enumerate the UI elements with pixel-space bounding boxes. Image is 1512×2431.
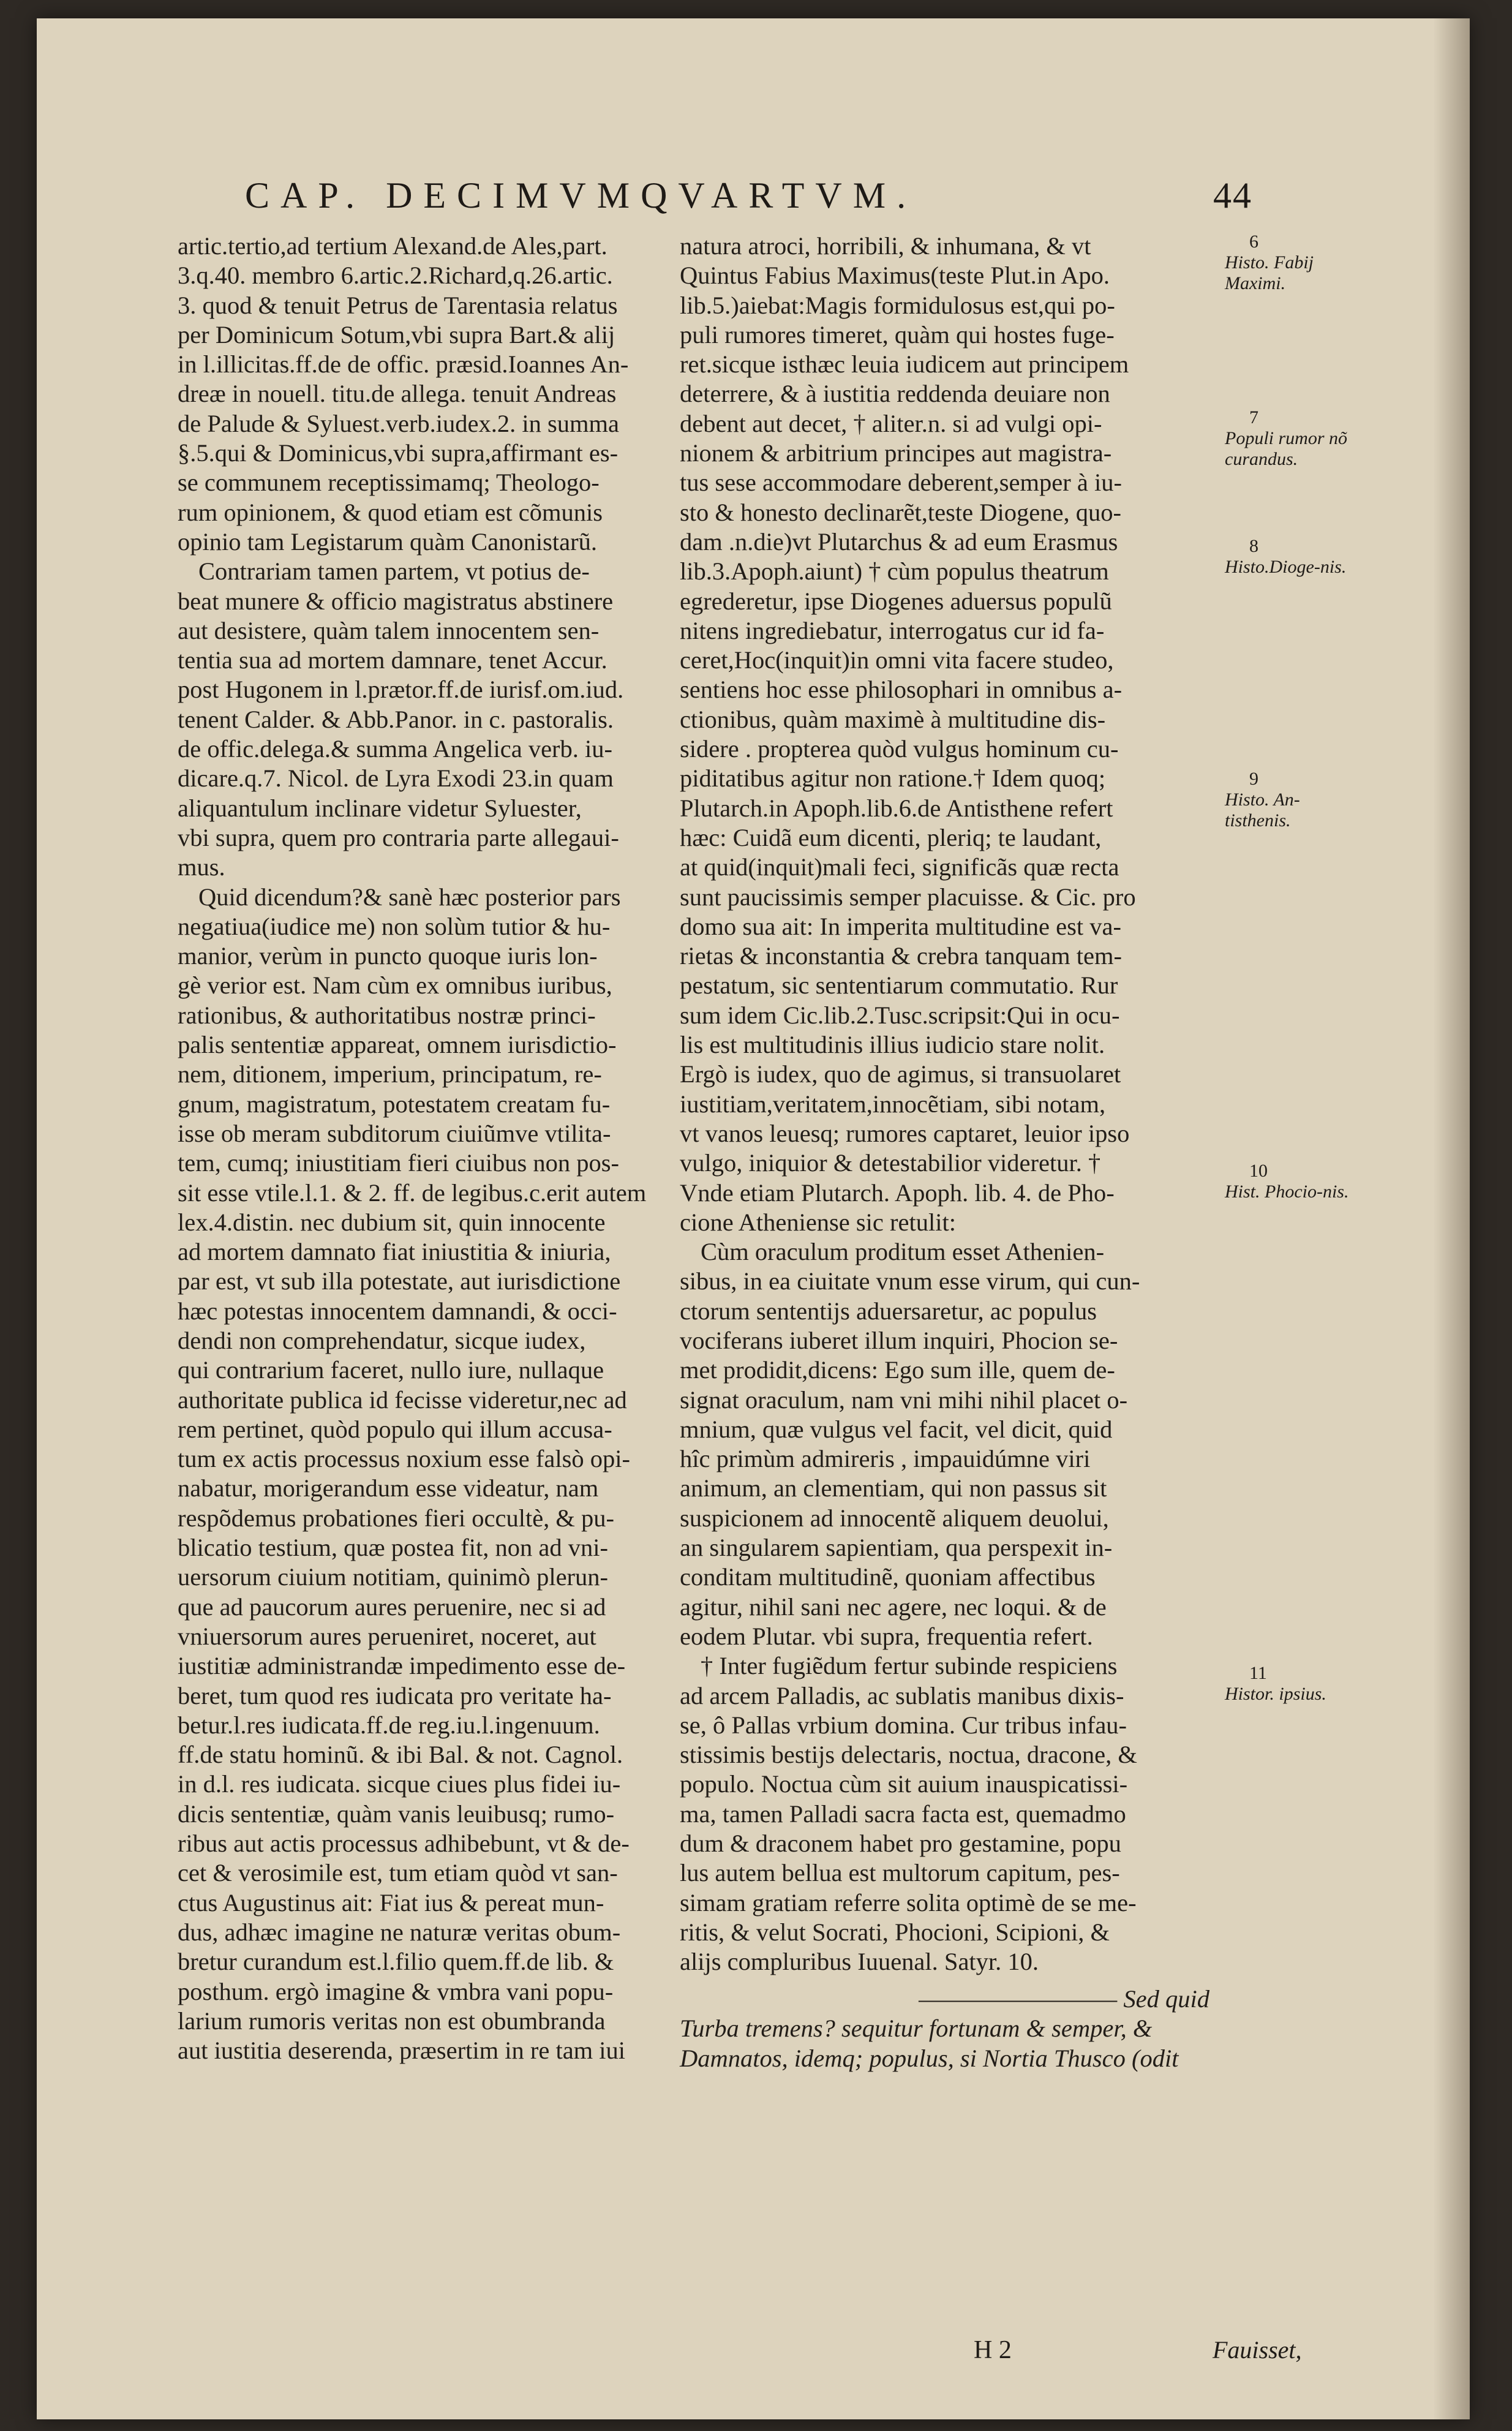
text-line: debent aut decet, † aliter.n. si ad vulgi opi-: [680, 409, 1102, 437]
text-line: dus, adhæc imagine ne naturæ veritas obum-: [178, 1918, 621, 1946]
text-line: in d.l. res iudicata. sicque ciues plus fidei iu-: [178, 1770, 621, 1798]
text-line: an singularem sapientiam, qua perspexit in-: [680, 1534, 1113, 1562]
margin-note-number: 10: [1249, 1161, 1268, 1181]
margin-note-text: Histo. An-tisthenis.: [1225, 790, 1300, 831]
margin-note: [1225, 1663, 1326, 1705]
text-line: dendi non comprehendatur, sicque iudex,: [178, 1326, 586, 1354]
text-line: domo sua ait: In imperita multitudine est va-: [680, 912, 1121, 940]
text-line: Quid dicendum?& sanè hæc posterior pars: [198, 883, 621, 911]
text-line: bretur curandum est.l.filio quem.ff.de lib. &: [178, 1948, 614, 1976]
text-line: 3.q.40. membro 6.artic.2.Richard,q.26.artic.: [178, 262, 613, 290]
margin-note: [1225, 536, 1346, 578]
text-line: Quintus Fabius Maximus(teste Plut.in Apo.: [680, 262, 1110, 290]
text-line: Plutarch.in Apoph.lib.6.de Antisthene refert: [680, 794, 1113, 822]
text-line: cet & verosimile est, tum etiam quòd vt san-: [178, 1859, 618, 1887]
text-line: piditatibus agitur non ratione.† Idem quoq;: [680, 764, 1106, 793]
text-line: tentia sua ad mortem damnare, tenet Accur.: [178, 646, 607, 674]
text-line: simam gratiam referre solita optimè de se me-: [680, 1888, 1137, 1917]
text-line: uersorum ciuium notitiam, quinimò plerun-: [178, 1563, 609, 1591]
text-line: beat munere & officio magistratus abstinere: [178, 587, 614, 615]
margin-note-text: Histor. ipsius.: [1225, 1684, 1326, 1704]
text-line: lex.4.distin. nec dubium sit, quin innocente: [178, 1208, 606, 1236]
text-line: ad mortem damnato fiat iniustitia & iniuria,: [178, 1238, 611, 1266]
text-line: met prodidit,dicens: Ego sum ille, quem de-: [680, 1356, 1115, 1384]
text-line: populo. Noctua cùm sit auium inauspicatissi-: [680, 1770, 1128, 1798]
text-line: que ad paucorum aures peruenire, nec si ad: [178, 1592, 606, 1621]
text-line: ribus aut actis processus adhibebunt, vt & de-: [178, 1830, 630, 1858]
text-line: sidere . propterea quòd vulgus hominum cu-: [680, 735, 1119, 763]
catchword: Fauisset,: [1213, 2336, 1302, 2364]
signature-mark: H 2: [974, 2336, 1012, 2364]
text-line: alijs compluribus Iuuenal. Satyr. 10.: [680, 1948, 1039, 1976]
text-line: animum, an clementiam, qui non passus sit: [680, 1474, 1107, 1502]
text-line: tenent Calder. & Abb.Panor. in c. pastoralis.: [178, 705, 614, 733]
margin-note: [1225, 1161, 1349, 1202]
text-line: Vnde etiam Plutarch. Apoph. lib. 4. de Pho-: [680, 1178, 1115, 1207]
text-line: hæc potestas innocentem damnandi, & occi-: [178, 1297, 617, 1325]
page-number: 44: [1213, 175, 1252, 216]
text-line: suspicionem ad innocentẽ aliquem deuolui,: [680, 1504, 1109, 1532]
verse-quotation: [680, 1984, 1209, 2073]
text-line: rum opinionem, & quod etiam est cõmunis: [178, 498, 603, 526]
text-line: ctorum sententijs aduersaretur, ac populus: [680, 1297, 1097, 1325]
text-line: deterrere, & à iustitia reddenda deuiare non: [680, 380, 1110, 408]
text-line: se communem receptissimamq; Theologo-: [178, 469, 600, 497]
text-line: Damnatos, idemq; populus, si Nortia Thusco (odit: [680, 2044, 1179, 2072]
text-line: aut desistere, quàm talem innocentem sen-: [178, 616, 600, 644]
text-line: † Inter fugiẽdum fertur subinde respiciens: [701, 1652, 1118, 1680]
right-text-column: [680, 232, 1209, 1977]
text-line: in l.illicitas.ff.de de offic. præsid.Ioannes An-: [178, 350, 629, 379]
text-line: vociferans iuberet illum inquiri, Phocion se-: [680, 1326, 1118, 1354]
text-line: manior, verùm in puncto quoque iuris lon-: [178, 942, 598, 970]
text-line: natura atroci, horribili, & inhumana, & vt: [680, 232, 1091, 260]
text-line: vniuersorum aures perueniret, noceret, aut: [178, 1622, 596, 1650]
text-line: par est, vt sub illa potestate, aut iurisdictione: [178, 1267, 621, 1295]
text-line: sto & honesto declinarẽt,teste Diogene, quo-: [680, 498, 1121, 526]
margin-note-text: Histo.Dioge-nis.: [1225, 557, 1347, 577]
text-line: ret.sicque isthæc leuia iudicem aut principem: [680, 350, 1129, 379]
text-line: puli rumores timeret, quàm qui hostes fuge-: [680, 320, 1115, 349]
text-line: palis sententiæ appareat, omnem iurisdictio-: [178, 1031, 617, 1059]
text-line: de offic.delega.& summa Angelica verb. iu-: [178, 735, 613, 763]
margin-note-number: 11: [1249, 1663, 1267, 1683]
text-line: se, ô Pallas vrbium domina. Cur tribus infau-: [680, 1711, 1127, 1739]
text-line: blicatio testium, quæ postea fit, non ad vni-: [178, 1534, 609, 1562]
left-text-column: [178, 232, 647, 2065]
text-line: egrederetur, ipse Diogenes aduersus populũ: [680, 587, 1112, 615]
text-line: hîc primùm admireris , impauidúmne viri: [680, 1445, 1091, 1473]
margin-note-text: Histo. Fabij Maximi.: [1225, 252, 1314, 293]
margin-note: [1225, 407, 1353, 470]
text-line: gè verior est. Nam cùm ex omnibus iuribus,: [178, 971, 612, 1000]
margin-note-text: Hist. Phocio-nis.: [1225, 1182, 1349, 1202]
text-line: iustitiæ administrandæ impedimento esse de-: [178, 1652, 626, 1680]
text-line: vulgo, iniquior & detestabilior videretur. †: [680, 1149, 1101, 1177]
text-line: Turba tremens? sequitur fortunam & semper, &: [680, 2015, 1153, 2043]
text-line: dicis sententiæ, quàm vanis leuibusq; rumo-: [178, 1800, 615, 1828]
text-line: signat oraculum, nam vni mihi nihil placet o-: [680, 1385, 1128, 1414]
text-line: mus.: [178, 853, 225, 881]
text-line: nionem & arbitrium principes aut magistra-: [680, 439, 1112, 467]
text-line: ritis, & velut Socrati, Phocioni, Scipioni, &: [680, 1918, 1110, 1946]
margin-note-text: Populi rumor nõ curandus.: [1225, 428, 1348, 469]
text-line: Cùm oraculum proditum esset Athenien-: [701, 1238, 1105, 1266]
text-line: dam .n.die)vt Plutarchus & ad eum Erasmus: [680, 527, 1118, 556]
text-line: iustitiam,veritatem,innocẽtiam, sibi notam,: [680, 1090, 1106, 1118]
text-line: pestatum, sic sententiarum commutatio. Rur: [680, 971, 1118, 1000]
text-line: opinio tam Legistarum quàm Canonistarũ.: [178, 527, 597, 556]
text-line: negatiua(iudice me) non solùm tutior & hu-: [178, 912, 611, 940]
text-line: cione Atheniense sic retulit:: [680, 1208, 956, 1236]
text-line: eodem Plutar. vbi supra, frequentia refert.: [680, 1622, 1093, 1650]
text-line: ma, tamen Palladi sacra facta est, quemadmo: [680, 1800, 1126, 1828]
text-line: nem, ditionem, imperium, principatum, re-: [178, 1060, 602, 1088]
text-line: lib.3.Apoph.aiunt) † cùm populus theatrum: [680, 557, 1109, 586]
text-line: sunt paucissimis semper placuisse. & Cic. pro: [680, 883, 1136, 911]
text-line: posthum. ergò imagine & vmbra vani popu-: [178, 1977, 614, 2005]
text-line: hæc: Cuidã eum dicenti, pleriq; te laudant,: [680, 823, 1102, 851]
text-line: beret, tum quod res iudicata pro veritate ha-: [178, 1681, 612, 1709]
text-line: post Hugonem in l.prætor.ff.de iurisf.om.iud.: [178, 676, 624, 704]
text-line: de Palude & Syluest.verb.iudex.2. in summa: [178, 409, 620, 437]
margin-note-number: 7: [1249, 407, 1258, 428]
margin-note-number: 6: [1249, 232, 1258, 252]
text-line: aut iustitia deserenda, præsertim in re tam iui: [178, 2037, 626, 2065]
text-line: dreæ in nouell. titu.de allega. tenuit Andreas: [178, 380, 617, 408]
text-line: larium rumoris veritas non est obumbranda: [178, 2007, 606, 2035]
text-line: sum idem Cic.lib.2.Tusc.scripsit:Qui in ocu-: [680, 1001, 1120, 1029]
text-line: Contrariam tamen partem, vt potius de-: [198, 557, 590, 586]
running-header: [208, 175, 1252, 224]
text-line: gnum, magistratum, potestatem creatam fu-: [178, 1090, 611, 1118]
text-line: 3. quod & tenuit Petrus de Tarentasia relatus: [178, 291, 618, 319]
text-line: qui contrarium faceret, nullo iure, nullaque: [178, 1356, 604, 1384]
text-line: rationibus, & authoritatibus nostræ princi-: [178, 1001, 596, 1029]
text-line: ceret,Hoc(inquit)in omni vita facere studeo,: [680, 646, 1114, 674]
text-line: lus autem bellua est multorum capitum, pes-: [680, 1859, 1120, 1887]
text-line: ctionibus, quàm maximè à multitudine dis-: [680, 705, 1106, 733]
text-line: stissimis bestijs delectaris, noctua, dracone, &: [680, 1741, 1137, 1769]
text-line: artic.tertio,ad tertium Alexand.de Ales,part.: [178, 232, 607, 260]
text-line: lis est multitudinis illius iudicio stare nolit.: [680, 1031, 1105, 1059]
text-line: lib.5.)aiebat:Magis formidulosus est,qui po-: [680, 291, 1115, 319]
text-line: sibus, in ea ciuitate vnum esse virum, qui cun-: [680, 1267, 1140, 1295]
text-line: nitens ingrediebatur, interrogatus cur id fa-: [680, 616, 1105, 644]
margin-note-number: 8: [1249, 536, 1258, 556]
text-line: vbi supra, quem pro contraria parte allegaui-: [178, 823, 619, 851]
text-line: vt vanos leuesq; rumores captaret, leuior ipso: [680, 1119, 1130, 1147]
text-line: per Dominicum Sotum,vbi supra Bart.& alij: [178, 320, 615, 349]
text-line: agitur, nihil sani nec agere, nec loqui. & de: [680, 1592, 1107, 1621]
margin-note: [1225, 232, 1353, 294]
text-line: authoritate publica id fecisse videretur,nec ad: [178, 1385, 627, 1414]
text-line: tus sese accommodare deberent,semper à iu-: [680, 469, 1122, 497]
text-line: dum & draconem habet pro gestamine, popu: [680, 1830, 1121, 1858]
text-line: mnium, quæ vulgus vel facit, vel dicit, quid: [680, 1415, 1113, 1443]
text-line: sit esse vtile.l.1. & 2. ff. de legibus.c.erit autem: [178, 1178, 647, 1207]
text-line: respõdemus probationes fieri occultè, & pu-: [178, 1504, 615, 1532]
chapter-title: CAP. DECIMVMQVARTVM.: [245, 175, 917, 216]
text-line: betur.l.res iudicata.ff.de reg.iu.l.ingenuum.: [178, 1711, 600, 1739]
text-line: conditam multitudinẽ, quoniam affectibus: [680, 1563, 1096, 1591]
text-line: aliquantulum inclinare videtur Syluester,: [178, 794, 582, 822]
text-line: tem, cumq; iniustitiam fieri ciuibus non pos-: [178, 1149, 620, 1177]
text-line: Ergò is iudex, quo de agimus, si transuolaret: [680, 1060, 1121, 1088]
text-line: tum ex actis processus noxium esse falsò opi-: [178, 1445, 630, 1473]
text-line: rietas & inconstantia & crebra tanquam tem-: [680, 942, 1122, 970]
text-line: rem pertinet, quòd populo qui illum accusa-: [178, 1415, 612, 1443]
text-line: ad arcem Palladis, ac sublatis manibus dixis-: [680, 1681, 1124, 1709]
text-line: nabatur, morigerandum esse videatur, nam: [178, 1474, 599, 1502]
text-line: dicare.q.7. Nicol. de Lyra Exodi 23.in quam: [178, 764, 614, 793]
margin-note-number: 9: [1249, 769, 1258, 789]
text-line: ctus Augustinus ait: Fiat ius & pereat mun-: [178, 1888, 604, 1917]
margin-note: [1225, 769, 1353, 831]
text-line: ————————— Sed quid: [919, 1985, 1209, 2013]
text-line: sentiens hoc esse philosophari in omnibus a-: [680, 676, 1123, 704]
text-line: isse ob meram subditorum ciuiũmve vtilita-: [178, 1119, 611, 1147]
text-line: ff.de statu hominũ. & ibi Bal. & not. Cagnol.: [178, 1741, 623, 1769]
text-line: at quid(inquit)mali feci, significãs quæ recta: [680, 853, 1119, 881]
text-line: §.5.qui & Dominicus,vbi supra,affirmant es-: [178, 439, 619, 467]
